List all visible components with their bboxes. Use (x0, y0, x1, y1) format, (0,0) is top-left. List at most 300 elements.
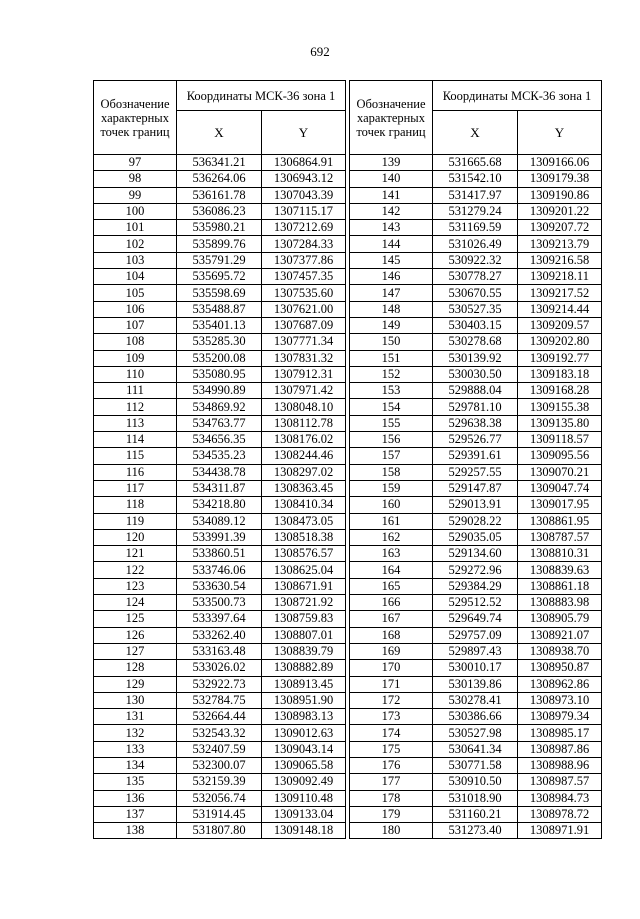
point-id-cell: 156 (350, 432, 433, 448)
y-coordinate-cell: 1307912.31 (262, 366, 346, 382)
point-id-cell: 177 (350, 774, 433, 790)
x-coordinate-cell: 530527.98 (433, 725, 518, 741)
y-coordinate-cell: 1307043.39 (262, 187, 346, 203)
table-row (94, 709, 346, 725)
y-coordinate-cell: 1309043.14 (262, 741, 346, 757)
y-coordinate-cell: 1308839.79 (262, 643, 346, 659)
y-coordinate-cell: 1309207.72 (518, 220, 602, 236)
point-id-cell: 127 (94, 643, 177, 659)
x-coordinate-cell: 529638.38 (433, 415, 518, 431)
table-row (94, 399, 346, 415)
table-row (350, 676, 602, 692)
table-row (350, 464, 602, 480)
point-id-cell: 178 (350, 790, 433, 806)
y-coordinate-cell: 1308951.90 (262, 692, 346, 708)
point-id-cell: 157 (350, 448, 433, 464)
x-coordinate-cell: 529649.74 (433, 611, 518, 627)
point-id-cell: 153 (350, 383, 433, 399)
table-row (350, 480, 602, 496)
table-row (94, 741, 346, 757)
table-row (350, 269, 602, 285)
x-coordinate-cell: 529028.22 (433, 513, 518, 529)
point-id-cell: 147 (350, 285, 433, 301)
x-coordinate-cell: 530771.58 (433, 757, 518, 773)
y-coordinate-cell: 1308759.83 (262, 611, 346, 627)
y-coordinate-cell: 1309213.79 (518, 236, 602, 252)
table-body-left (94, 155, 346, 839)
table-row (94, 366, 346, 382)
x-coordinate-cell: 532056.74 (177, 790, 262, 806)
x-coordinate-cell: 534438.78 (177, 464, 262, 480)
point-id-cell: 162 (350, 529, 433, 545)
point-id-cell: 124 (94, 595, 177, 611)
y-coordinate-cell: 1309218.11 (518, 269, 602, 285)
table-row (350, 399, 602, 415)
x-coordinate-cell: 536264.06 (177, 171, 262, 187)
x-coordinate-cell: 531807.80 (177, 823, 262, 839)
point-id-cell: 130 (94, 692, 177, 708)
coordinates-column-header: Координаты МСК-36 зона 1 (433, 81, 602, 111)
point-id-cell: 176 (350, 757, 433, 773)
y-coordinate-cell: 1308987.86 (518, 741, 602, 757)
point-id-cell: 133 (94, 741, 177, 757)
table-row (94, 350, 346, 366)
y-coordinate-cell: 1308297.02 (262, 464, 346, 480)
y-coordinate-cell: 1309166.06 (518, 155, 602, 171)
point-id-cell: 105 (94, 285, 177, 301)
x-coordinate-cell: 531665.68 (433, 155, 518, 171)
y-coordinate-cell: 1309155.38 (518, 399, 602, 415)
table-row (350, 660, 602, 676)
y-coordinate-cell: 1307377.86 (262, 252, 346, 268)
table-row (350, 546, 602, 562)
point-id-cell: 98 (94, 171, 177, 187)
x-coordinate-cell: 529035.05 (433, 529, 518, 545)
table-row (350, 757, 602, 773)
table-row (94, 301, 346, 317)
y-coordinate-cell: 1309217.52 (518, 285, 602, 301)
y-coordinate-cell: 1308839.63 (518, 562, 602, 578)
x-coordinate-cell: 530010.17 (433, 660, 518, 676)
x-column-header: X (433, 111, 518, 155)
y-coordinate-cell: 1308787.57 (518, 529, 602, 545)
y-coordinate-cell: 1309209.57 (518, 317, 602, 333)
x-coordinate-cell: 530403.15 (433, 317, 518, 333)
table-row (350, 285, 602, 301)
point-id-cell: 120 (94, 529, 177, 545)
point-id-cell: 119 (94, 513, 177, 529)
y-coordinate-cell: 1308938.70 (518, 643, 602, 659)
y-coordinate-cell: 1309135.80 (518, 415, 602, 431)
table-row (350, 692, 602, 708)
x-coordinate-cell: 530386.66 (433, 709, 518, 725)
table-row (94, 432, 346, 448)
x-coordinate-cell: 532922.73 (177, 676, 262, 692)
x-coordinate-cell: 529526.77 (433, 432, 518, 448)
x-coordinate-cell: 535695.72 (177, 269, 262, 285)
y-coordinate-cell: 1308861.18 (518, 578, 602, 594)
x-coordinate-cell: 533500.73 (177, 595, 262, 611)
point-id-cell: 109 (94, 350, 177, 366)
point-column-header: Обозначение характерных точек границ (94, 81, 177, 155)
table-row (94, 317, 346, 333)
x-coordinate-cell: 533397.64 (177, 611, 262, 627)
table-row (94, 383, 346, 399)
x-coordinate-cell: 532159.39 (177, 774, 262, 790)
y-coordinate-cell: 1307771.34 (262, 334, 346, 350)
table-row (94, 643, 346, 659)
point-id-cell: 160 (350, 497, 433, 513)
x-coordinate-cell: 535200.08 (177, 350, 262, 366)
y-coordinate-cell: 1309179.38 (518, 171, 602, 187)
y-coordinate-cell: 1308987.57 (518, 774, 602, 790)
table-row (94, 595, 346, 611)
point-id-cell: 131 (94, 709, 177, 725)
point-id-cell: 179 (350, 806, 433, 822)
x-coordinate-cell: 534763.77 (177, 415, 262, 431)
point-id-cell: 165 (350, 578, 433, 594)
point-id-cell: 129 (94, 676, 177, 692)
table-row (94, 464, 346, 480)
y-coordinate-cell: 1309047.74 (518, 480, 602, 496)
table-row (350, 823, 602, 839)
table-row (350, 350, 602, 366)
point-id-cell: 144 (350, 236, 433, 252)
table-row (94, 220, 346, 236)
coordinates-column-header: Координаты МСК-36 зона 1 (177, 81, 346, 111)
coordinates-sheet (93, 80, 601, 839)
x-coordinate-cell: 530922.32 (433, 252, 518, 268)
table-row (350, 578, 602, 594)
point-id-cell: 118 (94, 497, 177, 513)
x-coordinate-cell: 531914.45 (177, 806, 262, 822)
x-coordinate-cell: 530030.50 (433, 366, 518, 382)
y-coordinate-cell: 1309202.80 (518, 334, 602, 350)
table-row (350, 529, 602, 545)
y-coordinate-cell: 1309133.04 (262, 806, 346, 822)
table-row (94, 790, 346, 806)
x-coordinate-cell: 531018.90 (433, 790, 518, 806)
table-row (94, 806, 346, 822)
point-id-cell: 123 (94, 578, 177, 594)
y-coordinate-cell: 1308807.01 (262, 627, 346, 643)
point-id-cell: 103 (94, 252, 177, 268)
x-coordinate-cell: 535285.30 (177, 334, 262, 350)
table-row (94, 480, 346, 496)
table-row (94, 285, 346, 301)
y-coordinate-cell: 1309065.58 (262, 757, 346, 773)
x-coordinate-cell: 535899.76 (177, 236, 262, 252)
y-column-header: Y (518, 111, 602, 155)
point-id-cell: 174 (350, 725, 433, 741)
point-id-cell: 136 (94, 790, 177, 806)
point-id-cell: 151 (350, 350, 433, 366)
y-coordinate-cell: 1309092.49 (262, 774, 346, 790)
table-row (350, 366, 602, 382)
y-coordinate-cell: 1307971.42 (262, 383, 346, 399)
x-coordinate-cell: 536341.21 (177, 155, 262, 171)
table-row (94, 497, 346, 513)
y-coordinate-cell: 1308576.57 (262, 546, 346, 562)
table-row (350, 774, 602, 790)
x-coordinate-cell: 529781.10 (433, 399, 518, 415)
y-coordinate-cell: 1307457.35 (262, 269, 346, 285)
point-id-cell: 104 (94, 269, 177, 285)
y-coordinate-cell: 1308810.31 (518, 546, 602, 562)
coordinates-table-left (93, 80, 346, 839)
table-row (350, 497, 602, 513)
x-coordinate-cell: 532543.32 (177, 725, 262, 741)
table-row (94, 155, 346, 171)
y-coordinate-cell: 1308671.91 (262, 578, 346, 594)
point-id-cell: 139 (350, 155, 433, 171)
x-coordinate-cell: 532407.59 (177, 741, 262, 757)
table-row (94, 203, 346, 219)
x-coordinate-cell: 532784.75 (177, 692, 262, 708)
point-id-cell: 114 (94, 432, 177, 448)
y-coordinate-cell: 1309118.57 (518, 432, 602, 448)
x-coordinate-cell: 534990.89 (177, 383, 262, 399)
x-column-header: X (177, 111, 262, 155)
point-id-cell: 115 (94, 448, 177, 464)
table-row (350, 741, 602, 757)
table-row (94, 252, 346, 268)
point-id-cell: 101 (94, 220, 177, 236)
point-id-cell: 141 (350, 187, 433, 203)
x-coordinate-cell: 530641.34 (433, 741, 518, 757)
y-coordinate-cell: 1309070.21 (518, 464, 602, 480)
y-coordinate-cell: 1308988.96 (518, 757, 602, 773)
table-row (94, 562, 346, 578)
x-coordinate-cell: 529257.55 (433, 464, 518, 480)
x-coordinate-cell: 535080.95 (177, 366, 262, 382)
table-row (94, 415, 346, 431)
table-row (94, 578, 346, 594)
table-row (94, 448, 346, 464)
table-row (350, 643, 602, 659)
y-coordinate-cell: 1309017.95 (518, 497, 602, 513)
point-id-cell: 126 (94, 627, 177, 643)
y-coordinate-cell: 1309012.63 (262, 725, 346, 741)
x-coordinate-cell: 533630.54 (177, 578, 262, 594)
point-id-cell: 132 (94, 725, 177, 741)
table-row (94, 171, 346, 187)
y-coordinate-cell: 1309214.44 (518, 301, 602, 317)
point-id-cell: 102 (94, 236, 177, 252)
y-coordinate-cell: 1308913.45 (262, 676, 346, 692)
point-id-cell: 164 (350, 562, 433, 578)
x-coordinate-cell: 533991.39 (177, 529, 262, 545)
point-id-cell: 171 (350, 676, 433, 692)
y-column-header: Y (262, 111, 346, 155)
x-coordinate-cell: 530278.41 (433, 692, 518, 708)
table-row (350, 171, 602, 187)
table-row (350, 725, 602, 741)
table-row (350, 252, 602, 268)
x-coordinate-cell: 529013.91 (433, 497, 518, 513)
point-id-cell: 121 (94, 546, 177, 562)
y-coordinate-cell: 1307212.69 (262, 220, 346, 236)
y-coordinate-cell: 1308983.13 (262, 709, 346, 725)
table-row (94, 823, 346, 839)
x-coordinate-cell: 529384.29 (433, 578, 518, 594)
point-id-cell: 152 (350, 366, 433, 382)
x-coordinate-cell: 530139.86 (433, 676, 518, 692)
point-id-cell: 148 (350, 301, 433, 317)
x-coordinate-cell: 535980.21 (177, 220, 262, 236)
table-row (94, 676, 346, 692)
x-coordinate-cell: 533262.40 (177, 627, 262, 643)
x-coordinate-cell: 531169.59 (433, 220, 518, 236)
x-coordinate-cell: 534218.80 (177, 497, 262, 513)
y-coordinate-cell: 1309216.58 (518, 252, 602, 268)
table-row (350, 334, 602, 350)
y-coordinate-cell: 1308962.86 (518, 676, 602, 692)
y-coordinate-cell: 1308721.92 (262, 595, 346, 611)
y-coordinate-cell: 1308973.10 (518, 692, 602, 708)
table-row (350, 432, 602, 448)
x-coordinate-cell: 534869.92 (177, 399, 262, 415)
x-coordinate-cell: 529147.87 (433, 480, 518, 496)
point-id-cell: 149 (350, 317, 433, 333)
x-coordinate-cell: 531542.10 (433, 171, 518, 187)
table-row (350, 155, 602, 171)
point-id-cell: 170 (350, 660, 433, 676)
y-coordinate-cell: 1309192.77 (518, 350, 602, 366)
x-coordinate-cell: 530527.35 (433, 301, 518, 317)
y-coordinate-cell: 1308625.04 (262, 562, 346, 578)
table-row (350, 203, 602, 219)
point-id-cell: 135 (94, 774, 177, 790)
x-coordinate-cell: 529757.09 (433, 627, 518, 643)
y-coordinate-cell: 1308978.72 (518, 806, 602, 822)
point-id-cell: 112 (94, 399, 177, 415)
table-row (350, 448, 602, 464)
point-id-cell: 167 (350, 611, 433, 627)
point-id-cell: 100 (94, 203, 177, 219)
table-row (350, 383, 602, 399)
point-id-cell: 158 (350, 464, 433, 480)
point-id-cell: 111 (94, 383, 177, 399)
y-coordinate-cell: 1308048.10 (262, 399, 346, 415)
y-coordinate-cell: 1308410.34 (262, 497, 346, 513)
x-coordinate-cell: 535401.13 (177, 317, 262, 333)
point-id-cell: 161 (350, 513, 433, 529)
point-id-cell: 134 (94, 757, 177, 773)
y-coordinate-cell: 1309190.86 (518, 187, 602, 203)
table-row (94, 692, 346, 708)
table-row (94, 546, 346, 562)
table-body-right (350, 155, 602, 839)
x-coordinate-cell: 530139.92 (433, 350, 518, 366)
point-id-cell: 116 (94, 464, 177, 480)
table-row (94, 529, 346, 545)
table-row (94, 660, 346, 676)
page-number: 692 (310, 44, 330, 59)
y-coordinate-cell: 1306864.91 (262, 155, 346, 171)
table-row (94, 334, 346, 350)
table-row (94, 627, 346, 643)
table-row (350, 627, 602, 643)
y-coordinate-cell: 1309168.28 (518, 383, 602, 399)
table-row (350, 595, 602, 611)
y-coordinate-cell: 1308984.73 (518, 790, 602, 806)
y-coordinate-cell: 1308985.17 (518, 725, 602, 741)
x-coordinate-cell: 529512.52 (433, 595, 518, 611)
point-id-cell: 128 (94, 660, 177, 676)
point-id-cell: 108 (94, 334, 177, 350)
x-coordinate-cell: 529272.96 (433, 562, 518, 578)
point-id-cell: 106 (94, 301, 177, 317)
x-coordinate-cell: 534535.23 (177, 448, 262, 464)
table-row (350, 301, 602, 317)
y-coordinate-cell: 1307621.00 (262, 301, 346, 317)
x-coordinate-cell: 534311.87 (177, 480, 262, 496)
y-coordinate-cell: 1308882.89 (262, 660, 346, 676)
point-id-cell: 145 (350, 252, 433, 268)
x-coordinate-cell: 530778.27 (433, 269, 518, 285)
point-id-cell: 122 (94, 562, 177, 578)
x-coordinate-cell: 533860.51 (177, 546, 262, 562)
x-coordinate-cell: 531026.49 (433, 236, 518, 252)
y-coordinate-cell: 1309201.22 (518, 203, 602, 219)
x-coordinate-cell: 536161.78 (177, 187, 262, 203)
x-coordinate-cell: 530670.55 (433, 285, 518, 301)
point-id-cell: 140 (350, 171, 433, 187)
y-coordinate-cell: 1308971.91 (518, 823, 602, 839)
point-id-cell: 97 (94, 155, 177, 171)
x-coordinate-cell: 533163.48 (177, 643, 262, 659)
point-id-cell: 155 (350, 415, 433, 431)
x-coordinate-cell: 531279.24 (433, 203, 518, 219)
y-coordinate-cell: 1309183.18 (518, 366, 602, 382)
y-coordinate-cell: 1307535.60 (262, 285, 346, 301)
y-coordinate-cell: 1309148.18 (262, 823, 346, 839)
point-id-cell: 180 (350, 823, 433, 839)
point-id-cell: 172 (350, 692, 433, 708)
point-id-cell: 113 (94, 415, 177, 431)
y-coordinate-cell: 1308883.98 (518, 595, 602, 611)
point-column-header: Обозначение характерных точек границ (350, 81, 433, 155)
table-row (350, 415, 602, 431)
point-id-cell: 166 (350, 595, 433, 611)
point-id-cell: 117 (94, 480, 177, 496)
point-id-cell: 154 (350, 399, 433, 415)
y-coordinate-cell: 1309095.56 (518, 448, 602, 464)
table-row (350, 611, 602, 627)
point-id-cell: 163 (350, 546, 433, 562)
x-coordinate-cell: 535598.69 (177, 285, 262, 301)
table-row (94, 611, 346, 627)
x-coordinate-cell: 530278.68 (433, 334, 518, 350)
table-row (350, 187, 602, 203)
x-coordinate-cell: 531417.97 (433, 187, 518, 203)
x-coordinate-cell: 529888.04 (433, 383, 518, 399)
y-coordinate-cell: 1307687.09 (262, 317, 346, 333)
table-row (350, 562, 602, 578)
x-coordinate-cell: 534089.12 (177, 513, 262, 529)
table-row (350, 317, 602, 333)
x-coordinate-cell: 529391.61 (433, 448, 518, 464)
x-coordinate-cell: 529134.60 (433, 546, 518, 562)
x-coordinate-cell: 533026.02 (177, 660, 262, 676)
table-row (94, 269, 346, 285)
point-id-cell: 146 (350, 269, 433, 285)
point-id-cell: 168 (350, 627, 433, 643)
point-id-cell: 142 (350, 203, 433, 219)
table-row (350, 709, 602, 725)
y-coordinate-cell: 1307284.33 (262, 236, 346, 252)
